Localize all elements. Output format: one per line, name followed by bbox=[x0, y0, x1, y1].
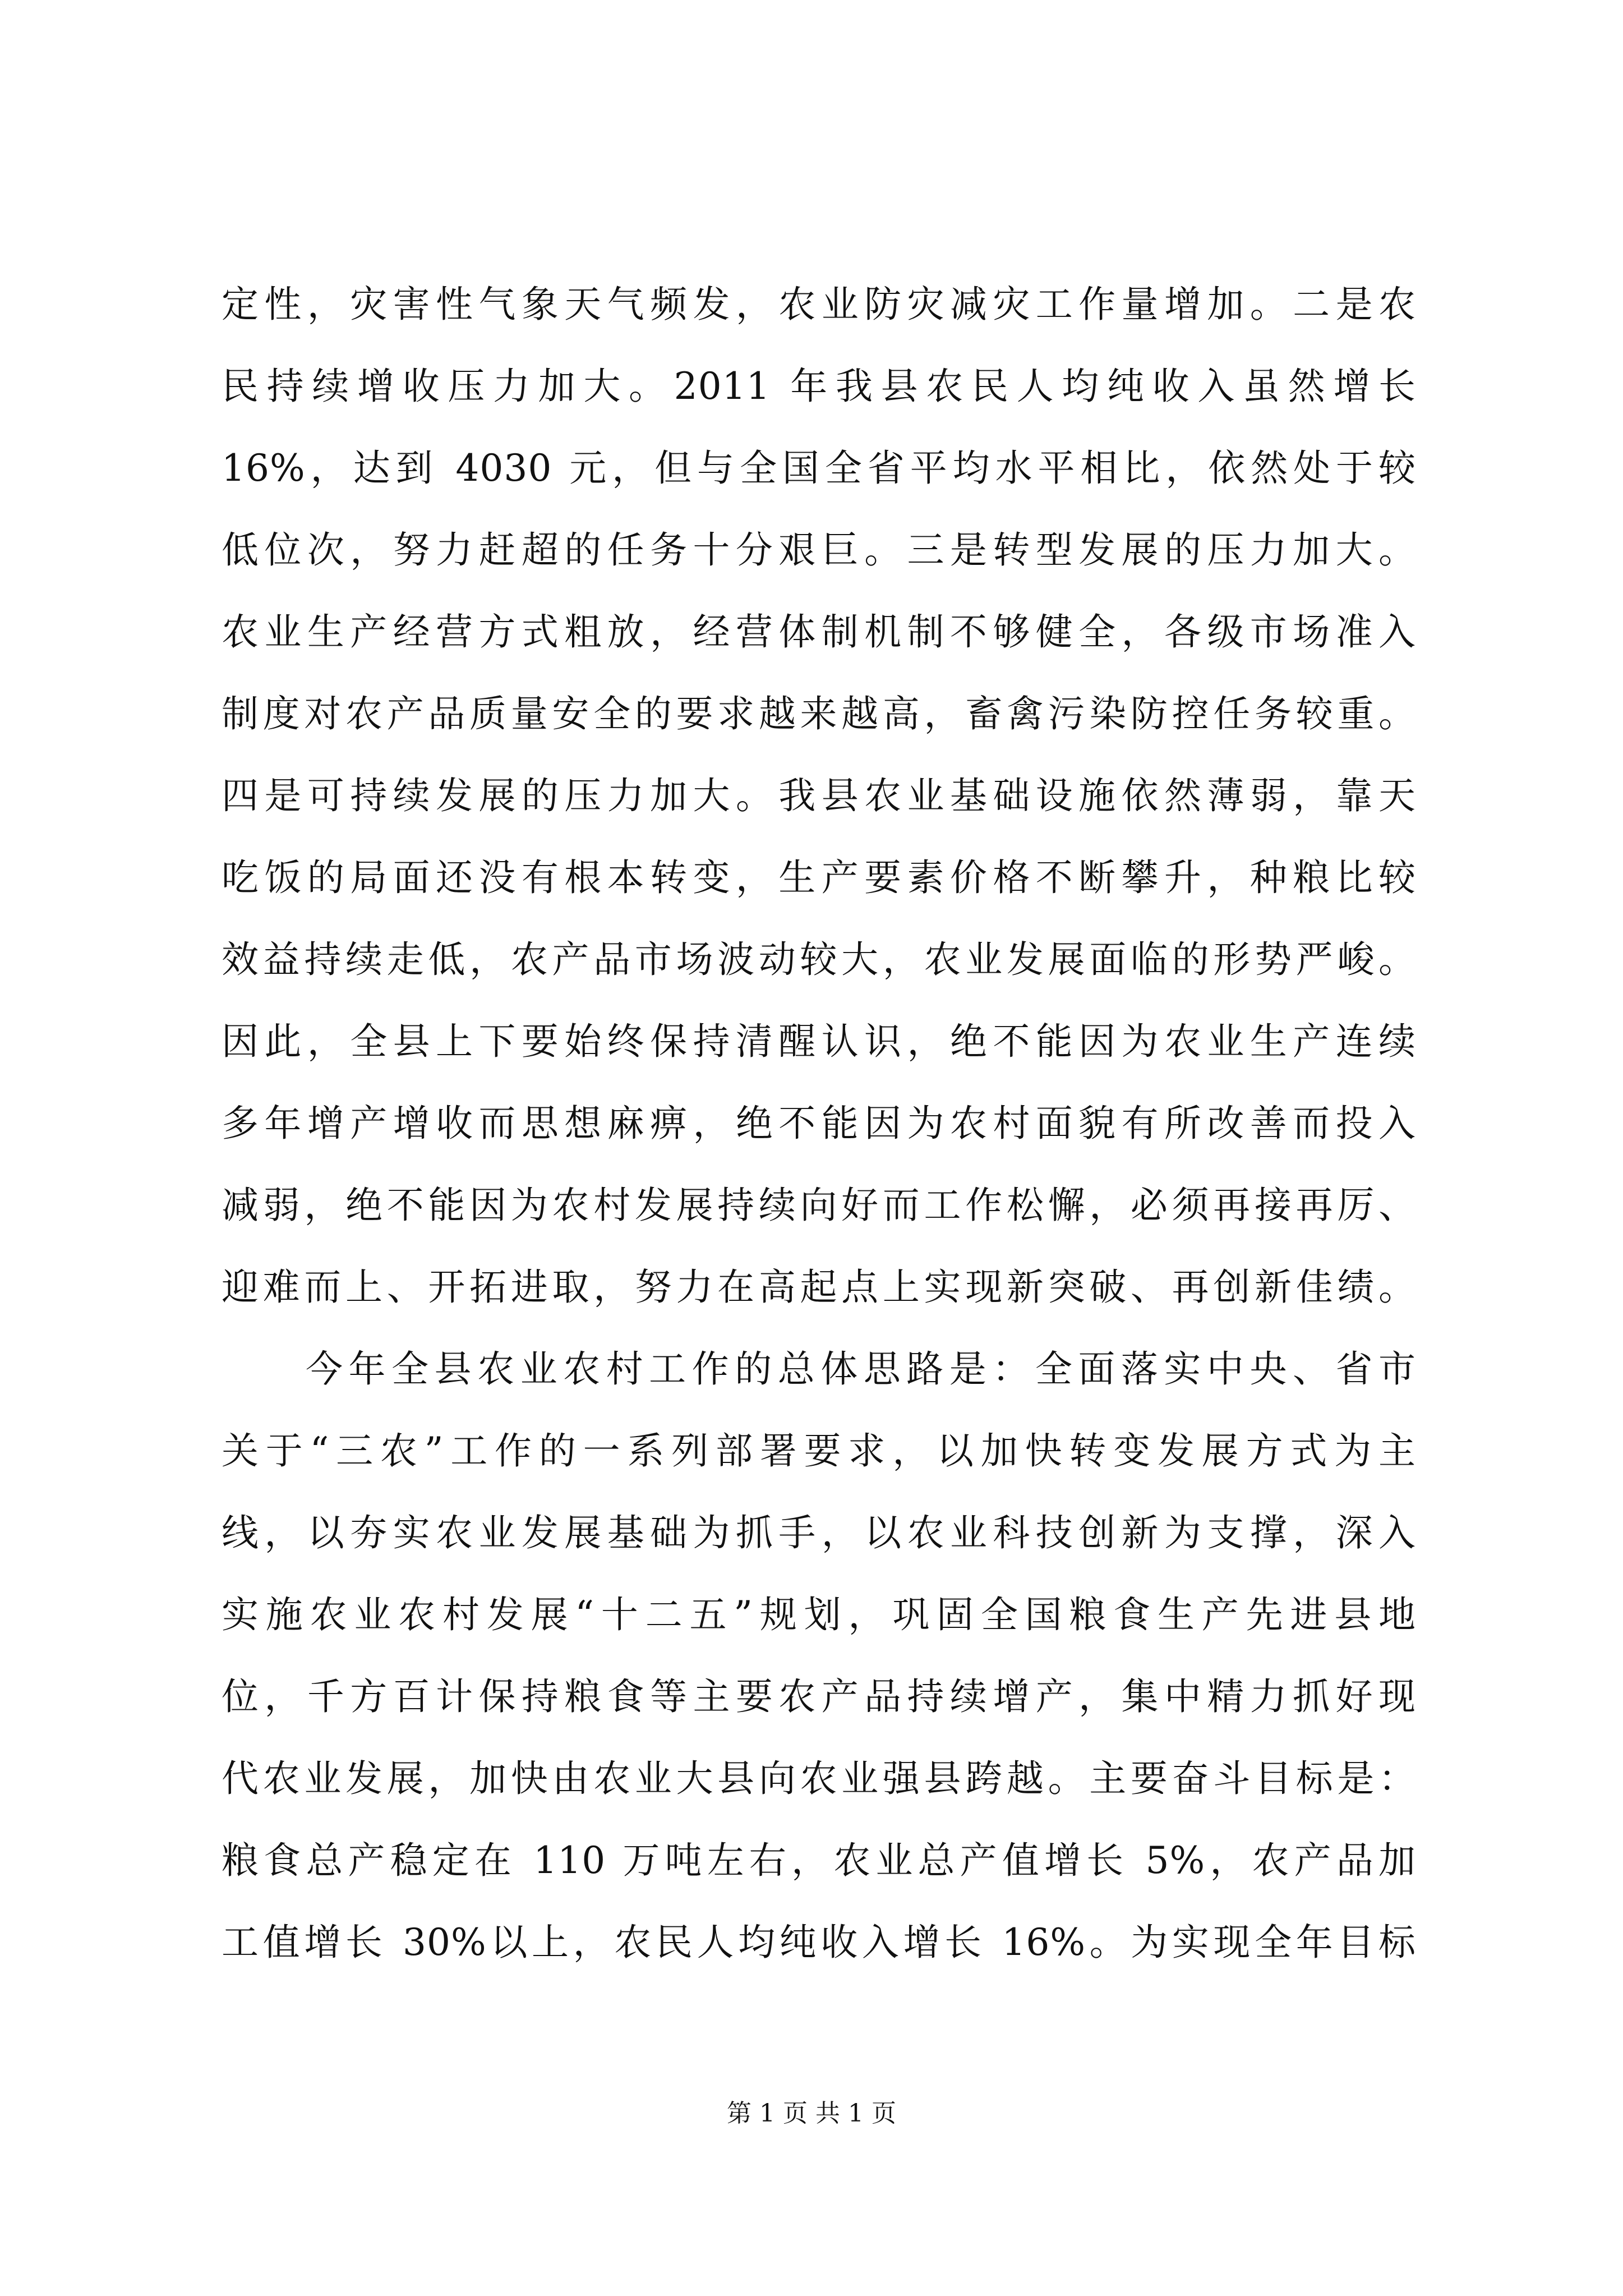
text-line: 因此，全县上下要始终保持清醒认识，绝不能因为农业生产连续 bbox=[222, 1020, 1416, 1063]
text-line: 低位次，努力赶超的任务十分艰巨。三是转型发展的压力加大。 bbox=[222, 528, 1416, 572]
text-line: 位，千方百计保持粮食等主要农产品持续增产，集中精力抓好现 bbox=[222, 1675, 1416, 1718]
text-line: 线，以夯实农业发展基础为抓手，以农业科技创新为支撑，深入 bbox=[222, 1511, 1416, 1554]
text-line: 粮食总产稳定在 110 万吨左右，农业总产值增长 5%，农产品加 bbox=[222, 1839, 1416, 1882]
paragraph-first-line: 今年全县农业农村工作的总体思路是：全面落实中央、省市 bbox=[306, 1347, 1416, 1391]
text-line: 民持续增收压力加大。2011 年我县农民人均纯收入虽然增长 bbox=[222, 365, 1416, 408]
text-line: 四是可持续发展的压力加大。我县农业基础设施依然薄弱，靠天 bbox=[222, 774, 1416, 817]
text-line: 工值增长 30%以上，农民人均纯收入增长 16%。为实现全年目标 bbox=[222, 1921, 1416, 1964]
text-line: 多年增产增收而思想麻痹，绝不能因为农村面貌有所改善而投入 bbox=[222, 1102, 1416, 1145]
text-line: 减弱，绝不能因为农村发展持续向好而工作松懈，必须再接再厉、 bbox=[222, 1184, 1416, 1227]
text-line: 定性，灾害性气象天气频发，农业防灾减灾工作量增加。二是农 bbox=[222, 283, 1416, 326]
page-number-footer: 第 1 页 共 1 页 bbox=[727, 2099, 896, 2128]
text-line: 代农业发展，加快由农业大县向农业强县跨越。主要奋斗目标是： bbox=[222, 1757, 1416, 1800]
document-body bbox=[222, 264, 1416, 1984]
text-line: 吃饭的局面还没有根本转变，生产要素价格不断攀升，种粮比较 bbox=[222, 856, 1416, 899]
text-line: 关于“三农”工作的一系列部署要求，以加快转变发展方式为主 bbox=[222, 1429, 1416, 1473]
text-line: 实施农业农村发展“十二五”规划，巩固全国粮食生产先进县地 bbox=[222, 1593, 1416, 1636]
text-line: 16%，达到 4030 元，但与全国全省平均水平相比，依然处于较 bbox=[222, 447, 1416, 490]
text-line: 制度对农产品质量安全的要求越来越高，畜禽污染防控任务较重。 bbox=[222, 692, 1416, 735]
text-line: 迎难而上、开拓进取，努力在高起点上实现新突破、再创新佳绩。 bbox=[222, 1266, 1416, 1309]
text-line: 效益持续走低，农产品市场波动较大，农业发展面临的形势严峻。 bbox=[222, 938, 1416, 981]
text-line: 农业生产经营方式粗放，经营体制机制不够健全，各级市场准入 bbox=[222, 610, 1416, 654]
